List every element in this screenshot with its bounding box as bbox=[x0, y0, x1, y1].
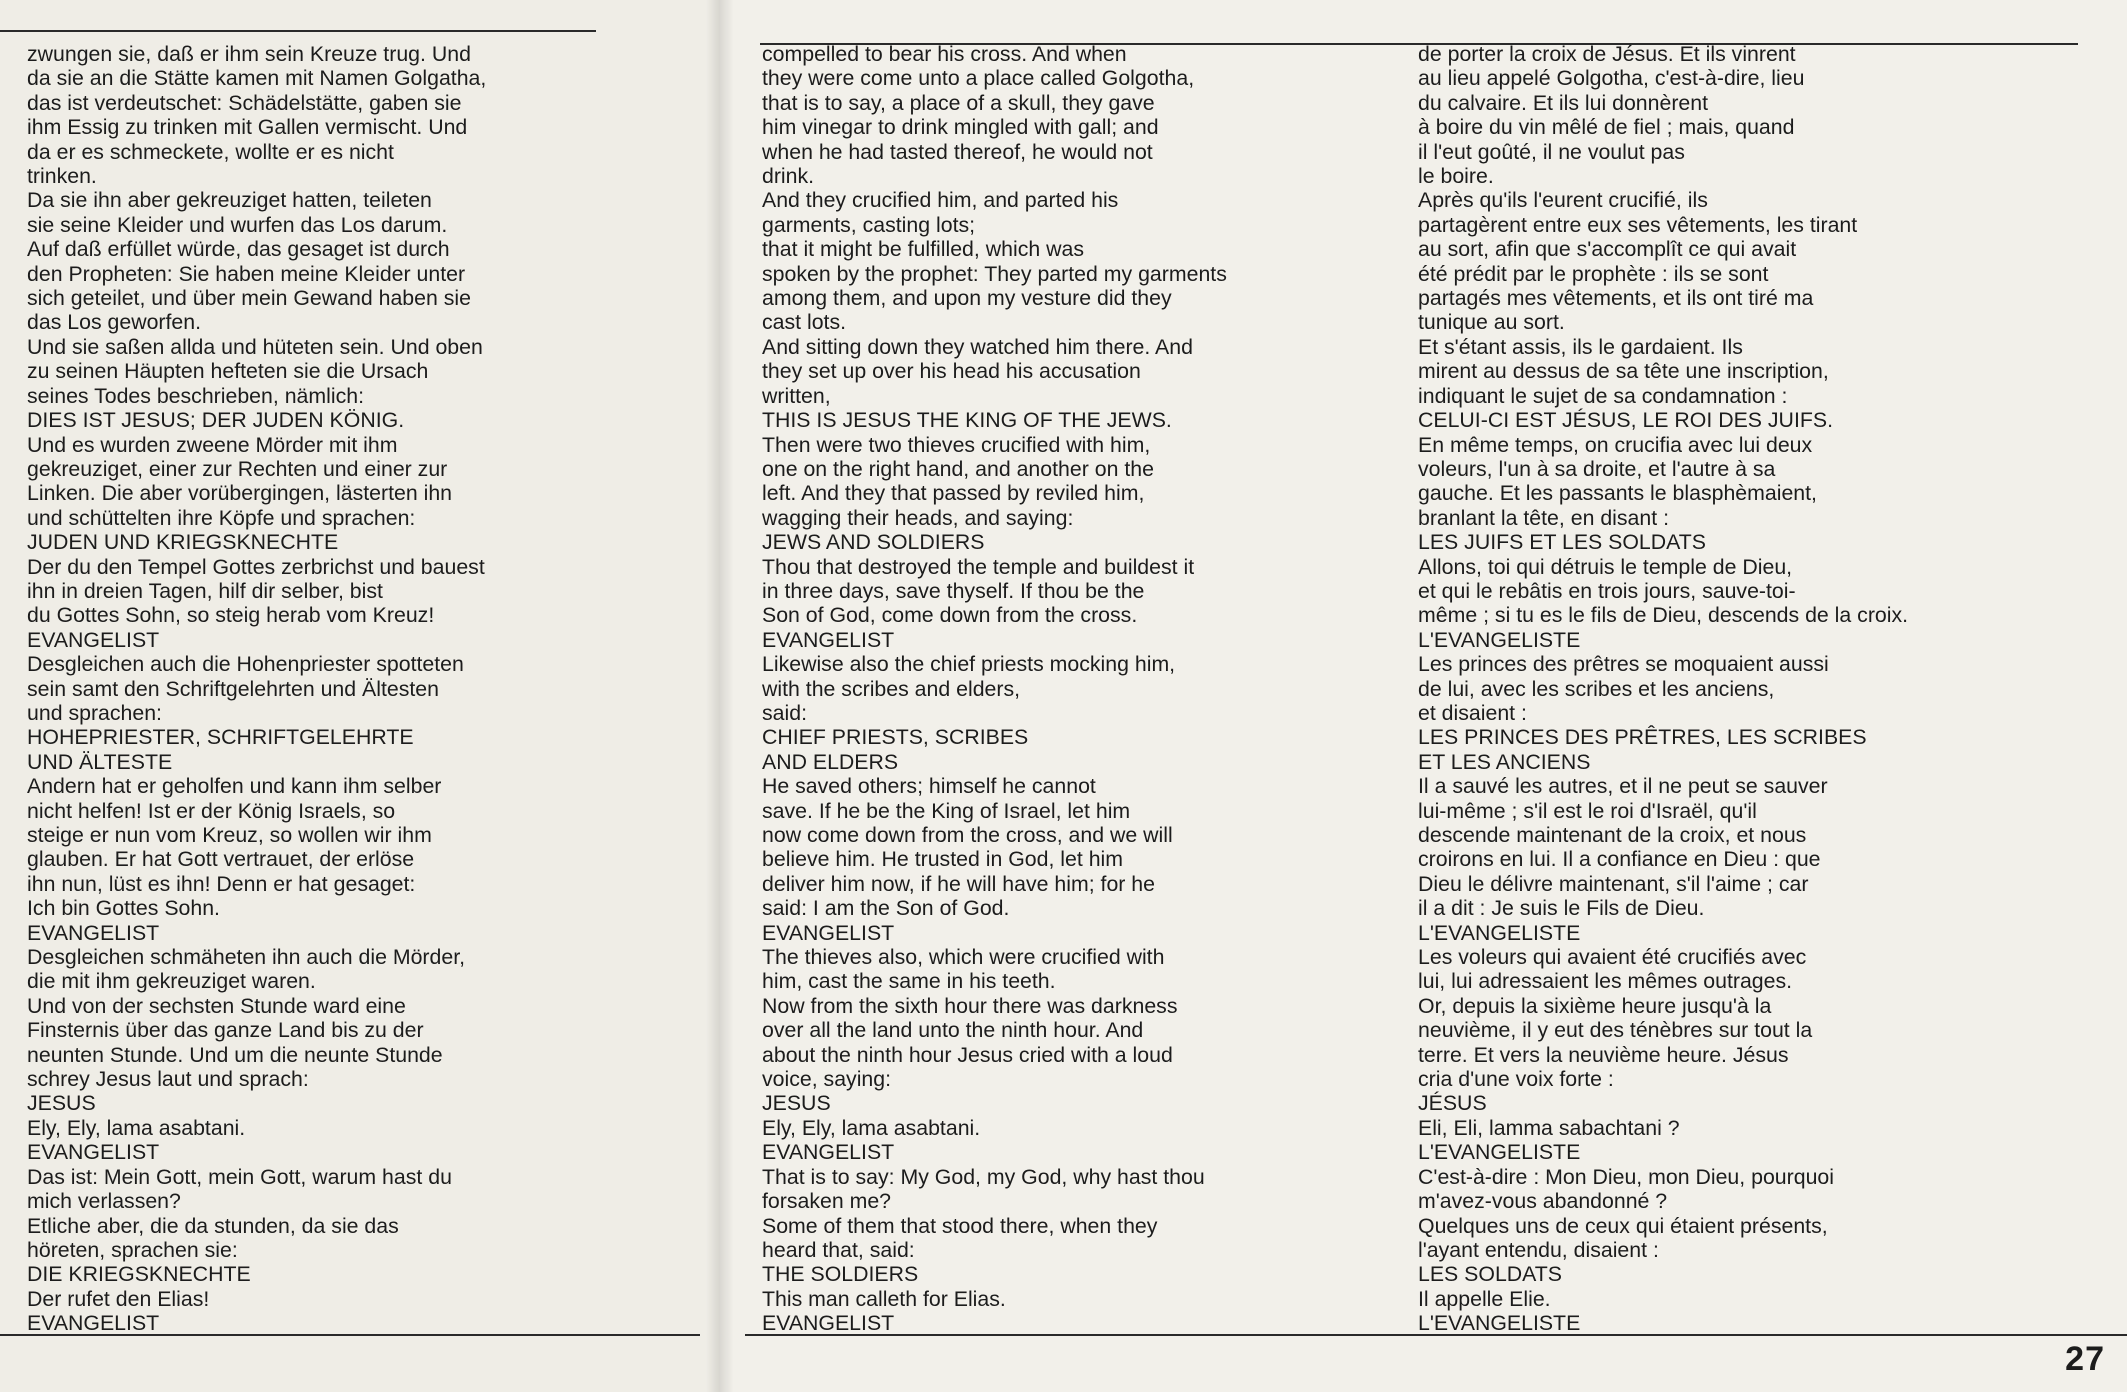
text-line: Und sie saßen allda und hüteten sein. Und oben bbox=[27, 334, 483, 359]
text-line: du Gottes Sohn, so steig herab vom Kreuz! bbox=[27, 603, 435, 628]
text-line: with the scribes and elders, bbox=[762, 676, 1021, 701]
text-line: Finsternis über das ganze Land bis zu der bbox=[27, 1018, 424, 1043]
text-line: deliver him now, if he will have him; for he bbox=[762, 871, 1155, 896]
text-line: trinken. bbox=[27, 164, 97, 189]
text-line: Likewise also the chief priests mocking him, bbox=[762, 652, 1176, 677]
text-line: Ely, Ely, lama asabtani. bbox=[762, 1115, 981, 1140]
text-line: cria d'une voix forte : bbox=[1418, 1067, 1614, 1092]
show-through-texture bbox=[610, 40, 705, 1330]
text-line: das Los geworfen. bbox=[27, 310, 202, 335]
text-line: cast lots. bbox=[762, 310, 847, 335]
text-line: Ich bin Gottes Sohn. bbox=[27, 896, 220, 921]
text-line: Der du den Tempel Gottes zerbrichst und bauest bbox=[27, 554, 485, 579]
text-line: EVANGELIST bbox=[27, 1311, 160, 1336]
text-line: da er es schmeckete, wollte er es nicht bbox=[27, 139, 394, 164]
text-line: Linken. Die aber vorübergingen, lästerten ihn bbox=[27, 481, 453, 506]
text-line: L'EVANGELISTE bbox=[1418, 1140, 1581, 1165]
text-line: En même temps, on crucifia avec lui deux bbox=[1418, 432, 1813, 457]
text-line: Il a sauvé les autres, et il ne peut se sauver bbox=[1418, 774, 1828, 799]
text-line: written, bbox=[762, 383, 831, 408]
text-line: voleurs, l'un à sa droite, et l'autre à sa bbox=[1418, 456, 1776, 481]
text-line: Les princes des prêtres se moquaient aussi bbox=[1418, 652, 1829, 677]
text-line: nicht helfen! Ist er der König Israels, so bbox=[27, 798, 396, 823]
text-line: Ely, Ely, lama asabtani. bbox=[27, 1115, 246, 1140]
text-line: sie seine Kleider und wurfen das Los darum. bbox=[27, 212, 448, 237]
text-line: JESUS bbox=[762, 1091, 831, 1116]
text-line: und schüttelten ihre Köpfe und sprachen: bbox=[27, 505, 416, 530]
text-line: He saved others; himself he cannot bbox=[762, 774, 1096, 799]
text-line: höreten, sprachen sie: bbox=[27, 1237, 238, 1262]
text-line: ET LES ANCIENS bbox=[1418, 749, 1591, 774]
text-line: him vinegar to drink mingled with gall; and bbox=[762, 115, 1159, 140]
text-line: de porter la croix de Jésus. Et ils vinrent bbox=[1418, 42, 1796, 66]
text-line: LES PRINCES DES PRÊTRES, LES SCRIBES bbox=[1418, 725, 1867, 750]
text-line: Und es wurden zweene Mörder mit ihm bbox=[27, 432, 398, 457]
text-line: lui, lui adressaient les mêmes outrages. bbox=[1418, 969, 1793, 994]
text-line: AND ELDERS bbox=[762, 749, 899, 774]
text-line: Desgleichen auch die Hohenpriester spotteten bbox=[27, 652, 464, 677]
text-line: du calvaire. Et ils lui donnèrent bbox=[1418, 90, 1709, 115]
text-line: Dieu le délivre maintenant, s'il l'aime ; car bbox=[1418, 871, 1809, 896]
text-line: now come down from the cross, and we will bbox=[762, 823, 1173, 847]
text-line: glauben. Er hat Gott vertrauet, der erlöse bbox=[27, 847, 415, 872]
text-line: L'EVANGELISTE bbox=[1418, 920, 1581, 945]
text-line: CHIEF PRIESTS, SCRIBES bbox=[762, 725, 1029, 750]
text-line: that it might be fulfilled, which was bbox=[762, 237, 1084, 262]
text-line: neunten Stunde. Und um die neunte Stunde bbox=[27, 1042, 443, 1067]
top-rule-left bbox=[0, 30, 596, 32]
text-line: said: bbox=[762, 700, 807, 725]
text-line: Das ist: Mein Gott, mein Gott, warum hast du bbox=[27, 1164, 452, 1189]
text-line: THE SOLDIERS bbox=[762, 1262, 919, 1287]
text-line: steige er nun vom Kreuz, so wollen wir ihm bbox=[27, 823, 432, 847]
text-line: Son of God, come down from the cross. bbox=[762, 603, 1138, 628]
text-line: heard that, said: bbox=[762, 1237, 915, 1262]
text-line: about the ninth hour Jesus cried with a loud bbox=[762, 1042, 1173, 1067]
text-line: that is to say, a place of a skull, they gave bbox=[762, 90, 1155, 115]
text-line: die mit ihm gekreuziget waren. bbox=[27, 969, 316, 994]
text-line: LES SOLDATS bbox=[1418, 1262, 1563, 1287]
text-line: spoken by the prophet: They parted my garments bbox=[762, 261, 1227, 286]
text-line: été prédit par le prophète : ils se sont bbox=[1418, 261, 1769, 286]
text-line: they set up over his head his accusation bbox=[762, 359, 1141, 384]
text-line: Desgleichen schmäheten ihn auch die Mörder, bbox=[27, 945, 466, 970]
text-line: Thou that destroyed the temple and buildest it bbox=[762, 554, 1195, 579]
text-line: EVANGELIST bbox=[762, 627, 895, 652]
text-line: EVANGELIST bbox=[27, 1140, 160, 1165]
text-line: LES JUIFS ET LES SOLDATS bbox=[1418, 530, 1706, 555]
text-line: said: I am the Son of God. bbox=[762, 896, 1010, 921]
text-line: Or, depuis la sixième heure jusqu'à la bbox=[1418, 993, 1772, 1018]
text-line: Etliche aber, die da stunden, da sie das bbox=[27, 1213, 399, 1238]
text-line: zu seinen Häupten hefteten sie die Ursach bbox=[27, 359, 429, 384]
text-line: over all the land unto the ninth hour. And bbox=[762, 1018, 1144, 1043]
text-line: et disaient : bbox=[1418, 700, 1527, 725]
text-line: wagging their heads, and saying: bbox=[762, 505, 1074, 530]
text-line: Und von der sechsten Stunde ward eine bbox=[27, 993, 406, 1018]
text-line: indiquant le sujet de sa condamnation : bbox=[1418, 383, 1788, 408]
text-line: JUDEN UND KRIEGSKNECHTE bbox=[27, 530, 339, 555]
text-line: And they crucified him, and parted his bbox=[762, 188, 1119, 213]
text-line: JEWS AND SOLDIERS bbox=[762, 530, 985, 555]
text-line: ihn in dreien Tagen, hilf dir selber, bist bbox=[27, 578, 383, 603]
text-line: lui-même ; s'il est le roi d'Israël, qu'il bbox=[1418, 798, 1757, 823]
text-line: compelled to bear his cross. And when bbox=[762, 42, 1127, 66]
text-line: EVANGELIST bbox=[27, 627, 160, 652]
text-line: mich verlassen? bbox=[27, 1189, 181, 1214]
text-line: drink. bbox=[762, 164, 815, 189]
text-line: Il appelle Elie. bbox=[1418, 1286, 1551, 1311]
text-line: gauche. Et les passants le blasphèmaient, bbox=[1418, 481, 1817, 506]
text-line: ihm Essig zu trinken mit Gallen vermischt. Und bbox=[27, 115, 468, 140]
text-line: m'avez-vous abandonné ? bbox=[1418, 1189, 1668, 1214]
text-line: Auf daß erfüllet würde, das gesaget ist durch bbox=[27, 237, 450, 262]
text-line: believe him. He trusted in God, let him bbox=[762, 847, 1124, 872]
text-line: le boire. bbox=[1418, 164, 1494, 189]
text-line: EVANGELIST bbox=[762, 1140, 895, 1165]
german-text-column bbox=[27, 42, 597, 1336]
text-line: il l'eut goûté, il ne voulut pas bbox=[1418, 139, 1685, 164]
text-line: descende maintenant de la croix, et nous bbox=[1418, 823, 1807, 847]
text-line: l'ayant entendu, disaient : bbox=[1418, 1237, 1659, 1262]
text-line: même ; si tu es le fils de Dieu, descends de la croix. bbox=[1418, 603, 1909, 628]
text-line: Quelques uns de ceux qui étaient présents, bbox=[1418, 1213, 1828, 1238]
text-line: sich geteilet, und über mein Gewand haben sie bbox=[27, 286, 471, 311]
text-line: Then were two thieves crucified with him, bbox=[762, 432, 1151, 457]
text-line: This man calleth for Elias. bbox=[762, 1286, 1006, 1311]
text-line: de lui, avec les scribes et les anciens, bbox=[1418, 676, 1775, 701]
text-line: il a dit : Je suis le Fils de Dieu. bbox=[1418, 896, 1705, 921]
text-line: when he had tasted thereof, he would not bbox=[762, 139, 1153, 164]
text-line: EVANGELIST bbox=[762, 920, 895, 945]
text-line: one on the right hand, and another on the bbox=[762, 456, 1154, 481]
text-line: das ist verdeutschet: Schädelstätte, gaben sie bbox=[27, 90, 462, 115]
text-line: The thieves also, which were crucified with bbox=[762, 945, 1165, 970]
text-line: HOHEPRIESTER, SCHRIFTGELEHRTE bbox=[27, 725, 414, 750]
text-line: in three days, save thyself. If thou be the bbox=[762, 578, 1145, 603]
text-line: CELUI-CI EST JÉSUS, LE ROI DES JUIFS. bbox=[1418, 408, 1833, 433]
text-line: Après qu'ils l'eurent crucifié, ils bbox=[1418, 188, 1708, 213]
text-line: da sie an die Stätte kamen mit Namen Golgatha, bbox=[27, 66, 487, 91]
text-line: That is to say: My God, my God, why hast thou bbox=[762, 1164, 1205, 1189]
text-line: JÉSUS bbox=[1418, 1091, 1487, 1116]
show-through-texture bbox=[1970, 40, 2120, 1320]
text-line: him, cast the same in his teeth. bbox=[762, 969, 1056, 994]
text-line: und sprachen: bbox=[27, 700, 162, 725]
text-line: mirent au dessus de sa tête une inscription, bbox=[1418, 359, 1829, 384]
text-line: branlant la tête, en disant : bbox=[1418, 505, 1669, 530]
text-line: UND ÄLTESTE bbox=[27, 749, 173, 774]
french-text-column bbox=[1418, 42, 1963, 1336]
text-line: croirons en lui. Il a confiance en Dieu : que bbox=[1418, 847, 1821, 872]
text-line: forsaken me? bbox=[762, 1189, 892, 1214]
text-line: Et s'étant assis, ils le gardaient. Ils bbox=[1418, 334, 1743, 359]
text-line: EVANGELIST bbox=[762, 1311, 895, 1336]
text-line: among them, and upon my vesture did they bbox=[762, 286, 1172, 311]
text-line: JESUS bbox=[27, 1091, 96, 1116]
text-line: terre. Et vers la neuvième heure. Jésus bbox=[1418, 1042, 1789, 1067]
text-line: au sort, afin que s'accomplît ce qui avait bbox=[1418, 237, 1797, 262]
text-line: et qui le rebâtis en trois jours, sauve-toi- bbox=[1418, 578, 1796, 603]
page-number: 27 bbox=[2065, 1340, 2105, 1378]
text-line: seines Todes beschrieben, nämlich: bbox=[27, 383, 365, 408]
text-line: C'est-à-dire : Mon Dieu, mon Dieu, pourquoi bbox=[1418, 1164, 1834, 1189]
text-line: neuvième, il y eut des ténèbres sur tout la bbox=[1418, 1018, 1813, 1043]
text-line: Eli, Eli, lamma sabachtani ? bbox=[1418, 1115, 1680, 1140]
text-line: they were come unto a place called Golgotha, bbox=[762, 66, 1195, 91]
text-line: voice, saying: bbox=[762, 1067, 892, 1092]
text-line: Andern hat er geholfen und kann ihm selber bbox=[27, 774, 442, 799]
text-line: THIS IS JESUS THE KING OF THE JEWS. bbox=[762, 408, 1172, 433]
text-line: left. And they that passed by reviled him, bbox=[762, 481, 1145, 506]
text-line: Der rufet den Elias! bbox=[27, 1286, 210, 1311]
text-line: ihn nun, lüst es ihn! Denn er hat gesaget: bbox=[27, 871, 416, 896]
text-line: au lieu appelé Golgotha, c'est-à-dire, lieu bbox=[1418, 66, 1805, 91]
text-line: den Propheten: Sie haben meine Kleider unter bbox=[27, 261, 466, 286]
page-gutter bbox=[706, 0, 734, 1392]
text-line: tunique au sort. bbox=[1418, 310, 1565, 335]
text-line: gekreuziget, einer zur Rechten und einer zur bbox=[27, 456, 448, 481]
text-line: à boire du vin mêlé de fiel ; mais, quand bbox=[1418, 115, 1795, 140]
text-line: Da sie ihn aber gekreuziget hatten, teileten bbox=[27, 188, 432, 213]
text-line: zwungen sie, daß er ihm sein Kreuze trug. Und bbox=[27, 42, 471, 66]
text-line: Allons, toi qui détruis le temple de Dieu, bbox=[1418, 554, 1793, 579]
text-line: EVANGELIST bbox=[27, 920, 160, 945]
text-line: L'EVANGELISTE bbox=[1418, 627, 1581, 652]
text-line: L'EVANGELISTE bbox=[1418, 1311, 1581, 1336]
text-line: partagés mes vêtements, et ils ont tiré ma bbox=[1418, 286, 1814, 311]
text-line: garments, casting lots; bbox=[762, 212, 976, 237]
text-line: And sitting down they watched him there. And bbox=[762, 334, 1193, 359]
text-line: schrey Jesus laut und sprach: bbox=[27, 1067, 309, 1092]
text-line: Now from the sixth hour there was darkness bbox=[762, 993, 1178, 1018]
text-line: save. If he be the King of Israel, let him bbox=[762, 798, 1131, 823]
text-line: sein samt den Schriftgelehrten und Ältesten bbox=[27, 676, 439, 701]
text-line: Les voleurs qui avaient été crucifiés avec bbox=[1418, 945, 1807, 970]
text-line: DIES IST JESUS; DER JUDEN KÖNIG. bbox=[27, 408, 405, 433]
text-line: DIE KRIEGSKNECHTE bbox=[27, 1262, 251, 1287]
text-line: partagèrent entre eux ses vêtements, les tirant bbox=[1418, 212, 1858, 237]
text-line: Some of them that stood there, when they bbox=[762, 1213, 1158, 1238]
english-text-column bbox=[762, 42, 1302, 1336]
